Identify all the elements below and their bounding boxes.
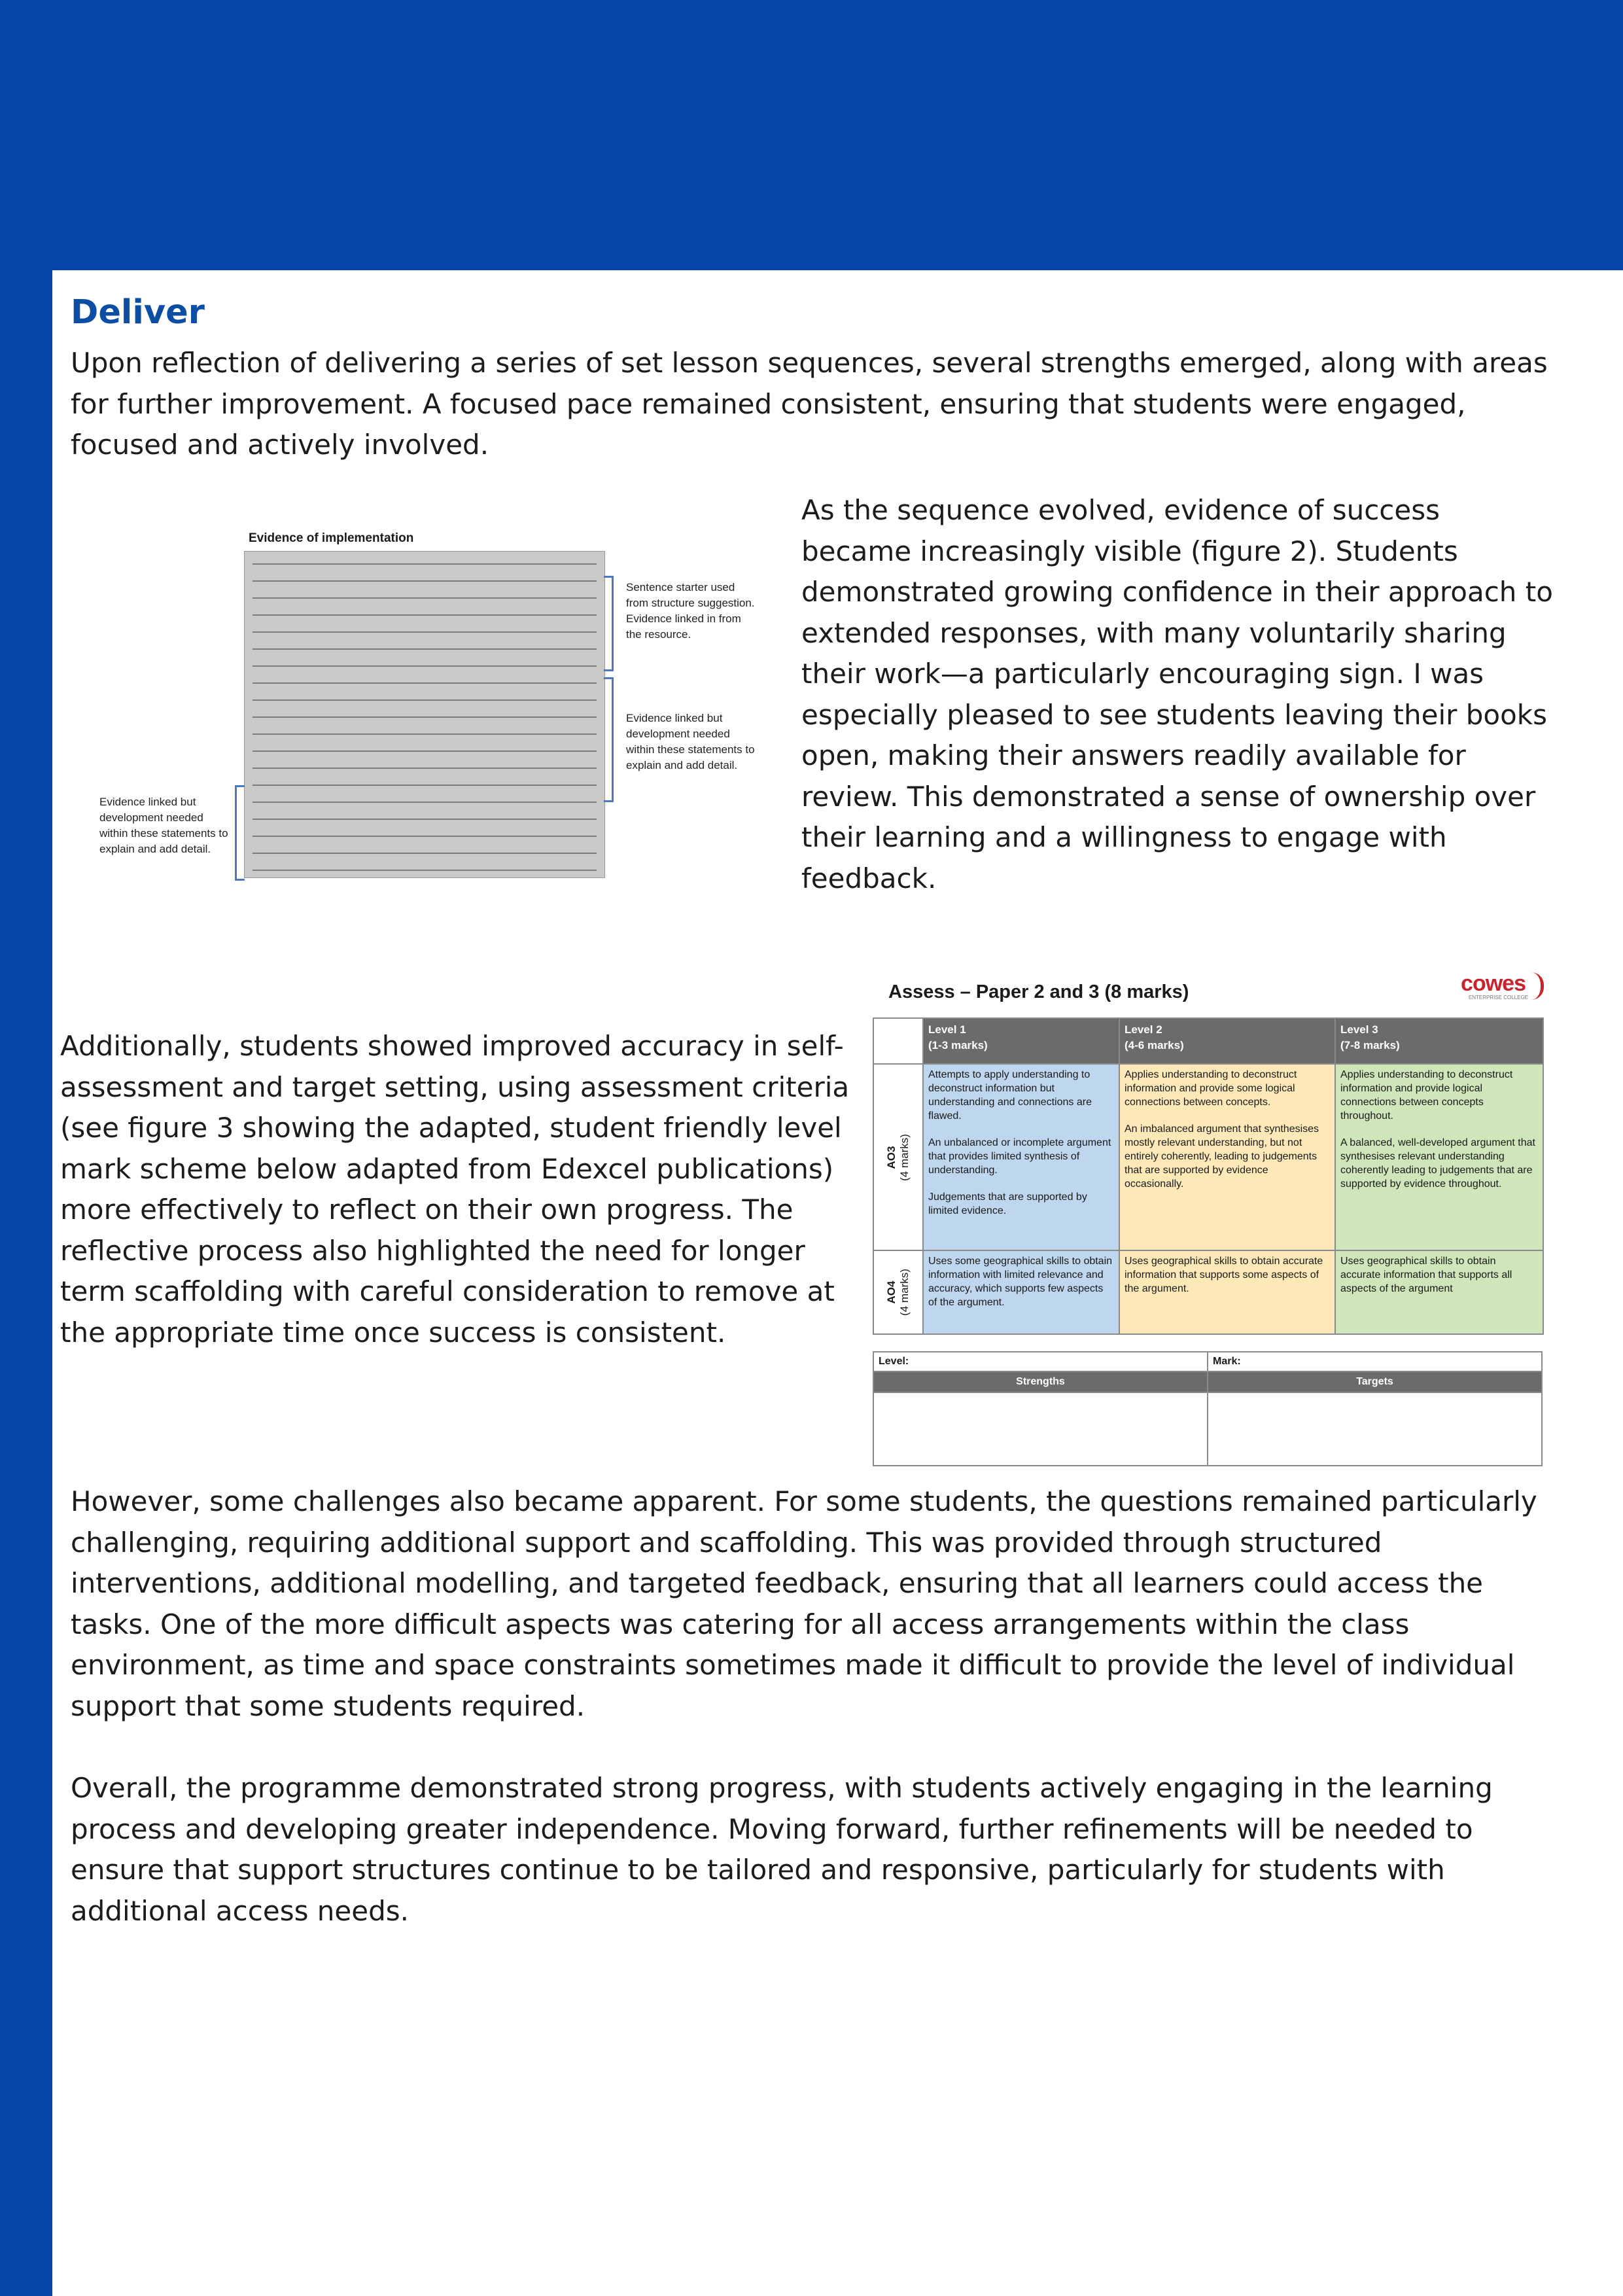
ao4-row xyxy=(873,1250,1543,1334)
ao3-level3-cell: Applies understanding to deconstruct information and provide logical connections between concepts throughout. A balanced, well-developed argument that synthesises relevant understanding coherently leading to judgements that are supported by evidence throughout. xyxy=(1335,1064,1543,1250)
ao3-level1-cell: Attempts to apply understanding to deconstruct information but understanding and connections are flawed. An unbalanced or incomplete argument that provides limited synthesis of understanding. Judgements that are supported by limited evidence. xyxy=(923,1064,1119,1250)
targets-header: Targets xyxy=(1208,1371,1542,1392)
side-band xyxy=(0,270,52,2296)
cowes-logo: cowes ENTERPRISE COLLEGE xyxy=(1452,971,1544,1002)
self-assessment-paragraph: Additionally, students showed improved accuracy in self-assessment and target setting, using assessment criteria (see figure 3 showing the adapted, student friendly level mark scheme below adapted from Edexcel publications) more effectively to reflect on their own progress. The reflective process also highlighted the need for longer term scaffolding with careful consideration to remove at the appropriate time once success is consistent. xyxy=(60,1030,850,1349)
ao4-level1-cell: Uses some geographical skills to obtain information with limited relevance and accuracy, which supports few aspects of the argument. xyxy=(923,1250,1119,1334)
section-heading: Deliver xyxy=(71,293,205,332)
overall-paragraph: Overall, the programme demonstrated strong progress, with students actively engaging in the learning process and developing greater independence. Moving forward, further refinements will be needed to ensure that support structures continue to be tailored and responsive, particularly for students with additional access needs. xyxy=(71,1772,1493,1927)
targets-box xyxy=(1208,1392,1542,1466)
level1-header: Level 1 (1-3 marks) xyxy=(923,1018,1119,1064)
strengths-box xyxy=(873,1392,1208,1466)
level3-header: Level 3 (7-8 marks) xyxy=(1335,1018,1543,1064)
ao4-level2-cell: Uses geographical skills to obtain accurate information that supports some aspects of the argument. xyxy=(1119,1250,1335,1334)
success-paragraph: As the sequence evolved, evidence of success became increasingly visible (figure 2). Students demonstrated growing confidence in their approach to extended responses, with many voluntarily sharing their work—a particularly encouraging sign. I was especially pleased to see students leaving their books open, making their answers readily available for review. This demonstrated a sense of ownership over their learning and a willingness to engage with feedback. xyxy=(801,494,1553,894)
bracket-top-right xyxy=(604,576,614,671)
assess-title: Assess – Paper 2 and 3 (8 marks) xyxy=(888,981,1189,1002)
level2-header: Level 2 (4-6 marks) xyxy=(1119,1018,1335,1064)
ao4-level3-cell: Uses geographical skills to obtain accurate information that supports all aspects of the argument xyxy=(1335,1250,1543,1334)
ao3-level2-cell: Applies understanding to deconstruct information and provide some logical connections between concepts. An imbalanced argument that synthesises mostly relevant understanding, but not entirely coherently, leading to judgements that are supported by evidence occasionally. xyxy=(1119,1064,1335,1250)
note-sentence-starter: Sentence starter used from structure suggestion. Evidence linked in from the resource. xyxy=(626,581,755,641)
rubric-header-row xyxy=(873,1018,1543,1064)
note-evidence-left: Evidence linked but development needed within these statements to explain and add detail. xyxy=(99,796,228,855)
ao3-label-cell: AO3 (4 marks) xyxy=(873,1064,923,1250)
assess-mark-scheme-figure xyxy=(870,967,1544,1474)
bracket-mid-right xyxy=(604,677,614,802)
header-band xyxy=(0,0,1623,270)
ao3-row xyxy=(873,1064,1543,1250)
level-mark-table xyxy=(873,1351,1543,1466)
evidence-figure-title: Evidence of implementation xyxy=(249,531,414,545)
rubric-table xyxy=(873,1017,1544,1335)
rubric-corner xyxy=(873,1018,923,1064)
bracket-left xyxy=(235,785,245,881)
challenges-paragraph: However, some challenges also became apparent. For some students, the questions remained particularly challenging, requiring additional support and scaffolding. This was provided through structured interventions, additional modelling, and targeted feedback, ensuring that all learners could access the tasks. One of the more difficult aspects was catering for all access arrangements within the class environment, as time and space constraints sometimes made it difficult to provide the level of individual support that some students required. xyxy=(71,1485,1537,1722)
note-evidence-right: Evidence linked but development needed within these statements to explain and add detail. xyxy=(626,712,755,771)
handwritten-scan-image xyxy=(244,551,605,878)
mark-field-label: Mark: xyxy=(1208,1352,1542,1371)
level-field-label: Level: xyxy=(873,1352,1208,1371)
evidence-figure xyxy=(95,523,762,890)
ao4-label-cell: AO4 (4 marks) xyxy=(873,1250,923,1334)
intro-paragraph: Upon reflection of delivering a series of set lesson sequences, several strengths emerged, along with areas for further improvement. A focused pace remained consistent, ensuring that students were engaged, focused and actively involved. xyxy=(71,347,1548,461)
strengths-header: Strengths xyxy=(873,1371,1208,1392)
